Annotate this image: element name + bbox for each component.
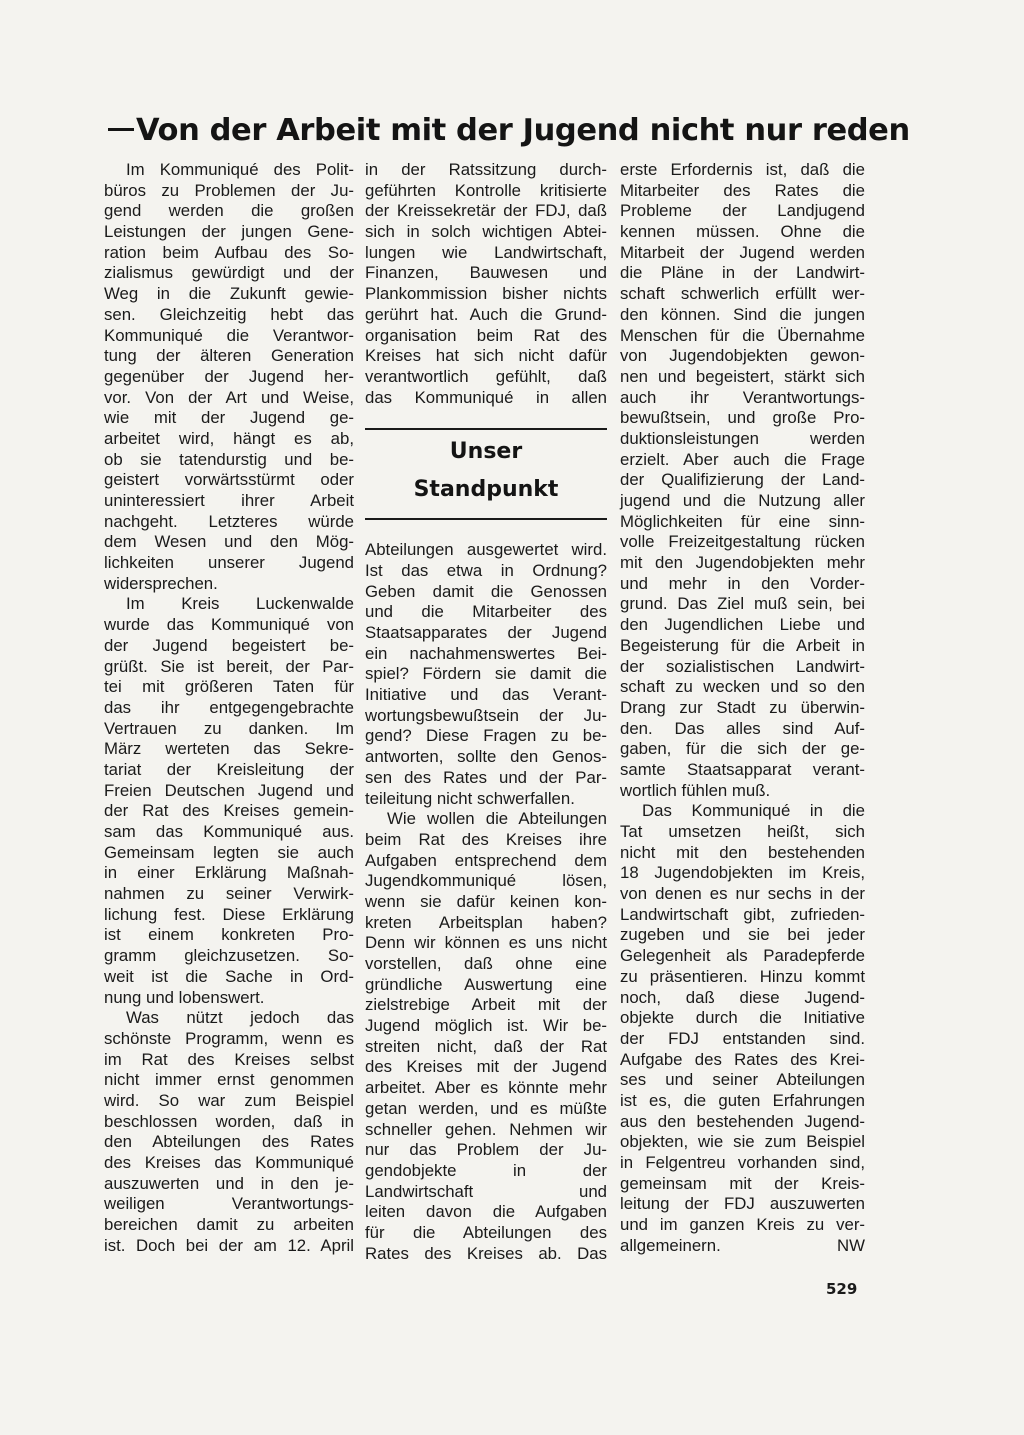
text-line: schönste Programm, wenn es: [104, 1028, 354, 1048]
text-line: volle Freizeitgestaltung rücken: [620, 532, 865, 552]
text-line: den Abteilungen des Rates: [104, 1132, 354, 1152]
text-column-2-bottom: [365, 540, 607, 1264]
text-line: Ist das etwa in Ordnung?: [365, 560, 607, 580]
text-line: wie mit der Jugend ge-: [104, 408, 354, 428]
text-line: tariat der Kreisleitung der: [104, 759, 354, 779]
text-line: von Jugendobjekten gewon-: [620, 346, 865, 366]
text-line: Wie wollen die Abteilungen: [387, 809, 607, 829]
text-line: Leistungen der jungen Gene-: [104, 222, 354, 242]
text-line: streiten nicht, daß der Rat: [365, 1036, 607, 1056]
text-line: Denn wir können es uns nicht: [365, 933, 607, 953]
text-line: Jugendkommuniqué lösen,: [365, 871, 607, 891]
text-line: Geben damit die Genossen: [365, 581, 607, 601]
text-line: Was nützt jedoch das: [126, 1008, 354, 1028]
text-line: Weg in die Zukunft gewie-: [104, 284, 354, 304]
text-line: Landwirtschaft und: [365, 1181, 607, 1201]
text-line: ist. Doch bei der am 12. April: [104, 1235, 354, 1255]
text-line: bereichen damit zu arbeiten: [104, 1215, 354, 1235]
text-line: Im Kreis Luckenwalde: [126, 594, 354, 614]
text-line: wurde das Kommuniqué von: [104, 615, 354, 635]
text-line: sen. Gleichzeitig hebt das: [104, 304, 354, 324]
text-line: des Kreises mit der Jugend: [365, 1057, 607, 1077]
text-line: tei mit größeren Taten für: [104, 677, 354, 697]
text-line: leiten davon die Aufgaben: [365, 1202, 607, 1222]
text-line: Probleme der Landjugend: [620, 201, 865, 221]
text-line: duktionsleistungen werden: [620, 428, 865, 448]
text-line: der FDJ entstanden sind.: [620, 1028, 865, 1048]
text-line: den. Das alles sind Auf-: [620, 718, 865, 738]
text-line: ses und seiner Abteilungen: [620, 1070, 865, 1090]
text-line: leitung der FDJ auszuwerten: [620, 1194, 865, 1214]
text-line: Im Kommuniqué des Polit-: [126, 160, 354, 179]
text-line: dem Wesen und den Mög-: [104, 532, 354, 552]
text-line: lichung fest. Diese Erklärung: [104, 904, 354, 924]
headline-dash: [108, 128, 134, 131]
text-line: uninteressiert ihrer Arbeit: [104, 491, 354, 510]
text-line: zu präsentieren. Hinzu kommt: [620, 966, 865, 986]
text-line: von denen es nur sechs in der: [620, 884, 865, 904]
text-line: das ihr entgegengebrachte: [104, 697, 354, 717]
text-line: wenn sie dafür keinen kon-: [365, 891, 607, 911]
text-line: ob sie tatendurstig und be-: [104, 449, 354, 469]
text-line: nur das Problem der Ju-: [365, 1140, 607, 1160]
text-line: mit den Jugendobjekten mehr: [620, 553, 865, 573]
text-line: Tat umsetzen heißt, sich: [620, 822, 865, 841]
text-line: schneller gehen. Nehmen wir: [365, 1119, 607, 1139]
text-line: für die Abteilungen des: [365, 1222, 607, 1242]
text-line: jugend und die Nutzung aller: [620, 491, 865, 510]
text-line: auch ihr Verantwortungs-: [620, 387, 865, 407]
text-column-1: [104, 160, 354, 1256]
text-line: gemeinsam mit der Kreis-: [620, 1173, 865, 1193]
headline-text: Von der Arbeit mit der Jugend nicht nur reden: [136, 113, 910, 148]
text-line: gend? Diese Fragen zu be-: [365, 726, 607, 746]
text-line: den können. Sind die jungen: [620, 304, 865, 324]
text-line: zielstrebige Arbeit mit der: [365, 995, 607, 1015]
text-line: gründliche Auswertung eine: [365, 974, 607, 994]
text-line: geistert vorwärtsstürmt oder: [104, 470, 354, 490]
text-line: Gemeinsam legten sie auch: [104, 842, 354, 862]
text-line: und die Mitarbeiter des: [365, 602, 607, 622]
text-line: in einer Erklärung Maßnah-: [104, 863, 354, 883]
text-line: verantwortlich gefühlt, daß: [365, 366, 607, 386]
text-line: Gelegenheit als Paradepferde: [620, 946, 865, 966]
text-line: gegenüber der Jugend her-: [104, 366, 354, 386]
text-line: sich in solch wichtigen Abtei-: [365, 222, 607, 242]
text-line: spiel? Fördern sie damit die: [365, 664, 607, 684]
text-line: objekte durch die Initiative: [620, 1008, 865, 1028]
text-line: der Kreissekretär der FDJ, daß: [365, 201, 607, 221]
text-line: erste Erfordernis ist, daß die: [620, 160, 865, 179]
text-column-2: [365, 160, 607, 1264]
text-line: zialismus gewürdigt und der: [104, 263, 354, 283]
text-column-3: [620, 160, 865, 1256]
text-line: allgemeinern. NW: [620, 1235, 865, 1255]
text-line: nicht mit den bestehenden: [620, 842, 865, 862]
text-line: arbeitet. Aber es könnte mehr: [365, 1078, 607, 1098]
text-line: gend werden die großen: [104, 201, 354, 221]
text-line: Freien Deutschen Jugend und: [104, 780, 354, 800]
text-line: aus den bestehenden Jugend-: [620, 1111, 865, 1131]
text-line: Abteilungen ausgewertet wird.: [365, 540, 607, 560]
text-line: noch, daß diese Jugend-: [620, 987, 865, 1007]
text-line: Mitarbeiter des Rates die: [620, 180, 865, 200]
text-line: gerührt hat. Auch die Grund-: [365, 304, 607, 324]
text-line: vorstellen, daß ohne eine: [365, 954, 607, 973]
text-line: und im ganzen Kreis zu ver-: [620, 1215, 865, 1235]
article-headline: [108, 112, 910, 150]
text-line: lichkeiten unserer Jugend: [104, 553, 354, 573]
text-line: sam das Kommuniqué aus.: [104, 822, 354, 841]
text-line: ein nachahmenswertes Bei-: [365, 643, 607, 663]
text-line: wortungsbewußtsein der Ju-: [365, 705, 607, 725]
text-line: Möglichkeiten für eine sinn-: [620, 511, 865, 531]
text-line: im Rat des Kreises selbst: [104, 1049, 354, 1069]
text-line: Das Kommuniqué in die: [642, 801, 865, 821]
text-line: der Jugend begeistert be-: [104, 635, 354, 655]
text-line: objekten, wie sie zum Beispiel: [620, 1132, 865, 1152]
text-line: der sozialistischen Landwirt-: [620, 656, 865, 676]
text-line: sen des Rates und der Par-: [365, 767, 607, 787]
text-line: 18 Jugendobjekten im Kreis,: [620, 863, 865, 883]
page-number: 529: [826, 1280, 858, 1298]
text-line: Kreises hat sich nicht dafür: [365, 346, 607, 366]
text-line: Plankommission bisher nichts: [365, 284, 607, 304]
text-line: die Pläne in der Landwirt-: [620, 263, 865, 283]
text-line: kreten Arbeitsplan haben?: [365, 912, 607, 932]
text-line: Mitarbeit der Jugend werden: [620, 242, 865, 262]
text-line: Landwirtschaft gibt, zufrieden-: [620, 904, 865, 924]
text-line: gendobjekte in der: [365, 1160, 607, 1180]
text-line: Vertrauen zu danken. Im: [104, 718, 354, 738]
text-line: zugeben und sie bei jeder: [620, 925, 865, 945]
text-line: erzielt. Aber auch die Frage: [620, 449, 865, 469]
text-line: vor. Von der Art und Weise,: [104, 387, 354, 407]
text-line: samte Staatsapparat verant-: [620, 759, 865, 779]
text-line: Rates des Kreises ab. Das: [365, 1243, 607, 1263]
text-line: Jugend möglich ist. Wir be-: [365, 1016, 607, 1036]
text-line: wird. So war zum Beispiel: [104, 1090, 354, 1110]
text-line: Menschen für die Übernahme: [620, 325, 865, 345]
text-line: in Felgentreu vorhanden sind,: [620, 1153, 865, 1172]
text-line: März werteten das Sekre-: [104, 739, 354, 759]
text-line: nen und begeistert, stärkt sich: [620, 366, 865, 386]
box-title-line-1: Unser: [449, 439, 523, 465]
text-line: der Rat des Kreises gemein-: [104, 801, 354, 821]
text-line: Drang zur Stadt zu überwin-: [620, 697, 865, 717]
text-line: tung der älteren Generation: [104, 346, 354, 366]
text-line: teileitung nicht schwerfallen.: [365, 788, 575, 808]
text-line: ist es, die guten Erfahrungen: [620, 1090, 865, 1110]
text-line: grüßt. Sie ist bereit, der Par-: [104, 656, 354, 676]
text-line: lungen wie Landwirtschaft,: [365, 242, 607, 262]
text-line: nicht immer ernst genommen: [104, 1070, 354, 1090]
text-line: gaben, für die sich der ge-: [620, 739, 865, 759]
text-line: Kommuniqué die Verantwor-: [104, 325, 354, 345]
text-line: das Kommuniqué in allen: [365, 387, 607, 407]
text-line: wortlich fühlen muß.: [620, 780, 771, 800]
text-line: nahmen zu seiner Verwirk-: [104, 884, 354, 904]
text-line: nachgeht. Letzteres würde: [104, 511, 354, 531]
text-column-2-top: [365, 160, 607, 408]
text-line: beschlossen worden, daß in: [104, 1111, 354, 1131]
text-line: ration beim Aufbau des So-: [104, 242, 354, 262]
text-line: organisation beim Rat des: [365, 325, 607, 345]
text-line: des Kreises das Kommuniqué: [104, 1153, 354, 1172]
text-line: bewußtsein, und große Pro-: [620, 408, 865, 428]
text-line: arbeitet wird, hängt es ab,: [104, 428, 354, 448]
text-line: schaft zu wecken und so den: [620, 677, 865, 697]
text-line: nung und lobenswert.: [104, 987, 265, 1007]
text-line: gramm gleichzusetzen. So-: [104, 946, 354, 966]
editorial-box: [365, 428, 607, 520]
text-line: weiligen Verantwortungs-: [104, 1194, 354, 1214]
text-line: Aufgaben entsprechend dem: [365, 850, 607, 870]
text-line: Begeisterung für die Arbeit in: [620, 635, 865, 655]
text-line: der Qualifizierung der Land-: [620, 470, 865, 490]
text-line: und mehr in den Vorder-: [620, 573, 865, 593]
text-line: grund. Das Ziel muß sein, bei: [620, 594, 865, 614]
text-line: ist einem konkreten Pro-: [104, 925, 354, 945]
text-line: auszuwerten und in den je-: [104, 1173, 354, 1193]
text-line: Finanzen, Bauwesen und: [365, 263, 607, 283]
text-line: getan werden, und es müßte: [365, 1098, 607, 1118]
text-line: in der Ratssitzung durch-: [365, 160, 607, 179]
text-line: kennen müssen. Ohne die: [620, 222, 865, 242]
text-line: weit ist die Sache in Ord-: [104, 966, 354, 986]
text-line: Initiative und das Verant-: [365, 685, 607, 705]
text-line: Staatsapparates der Jugend: [365, 623, 607, 642]
text-line: büros zu Problemen der Ju-: [104, 180, 354, 200]
box-title-line-2: Standpunkt: [413, 477, 559, 503]
text-line: geführten Kontrolle kritisierte: [365, 180, 607, 200]
text-line: widersprechen.: [104, 573, 218, 593]
text-line: antworten, sollte den Genos-: [365, 747, 607, 767]
text-line: schaft schwerlich erfüllt wer-: [620, 284, 865, 304]
text-line: den Jugendlichen Liebe und: [620, 615, 865, 635]
text-line: beim Rat des Kreises ihre: [365, 829, 607, 849]
text-line: Aufgabe des Rates des Krei-: [620, 1049, 865, 1069]
